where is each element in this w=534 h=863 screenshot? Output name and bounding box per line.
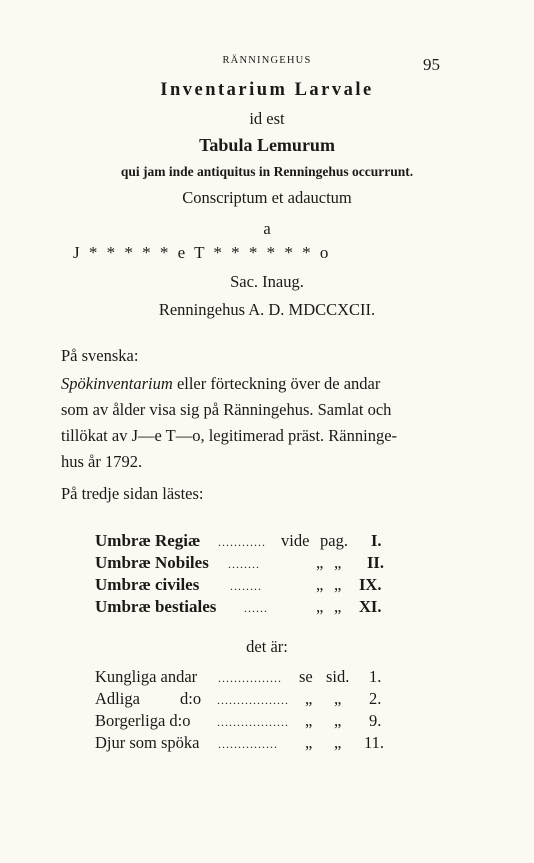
entry-ref2: „ [334,553,342,572]
entry-ref2: sid. [326,667,350,686]
entry-number: IX. [359,575,382,594]
entry-ref: „ [305,689,313,708]
translation-label: det är: [246,637,288,656]
table-row [0,531,534,553]
entry-number: 11. [364,733,385,752]
entry-name: Borgerliga d:o [95,711,191,730]
swedish-label: På svenska: [61,346,139,365]
paragraph-text: hus år 1792. [61,452,143,471]
entry-ref2: „ [334,711,342,730]
leader-dots: ........ [228,557,260,571]
entry-number: 9. [369,711,382,730]
entry-ref: „ [316,597,324,616]
latin-conscriptum: Conscriptum et adauctum [182,188,352,207]
latin-subtitle: Tabula Lemurum [199,135,335,155]
leader-dots: ........ [230,579,262,593]
table-row [0,711,534,733]
entry-name: Kungliga andar [95,667,198,686]
table-row [0,689,534,711]
leader-dots: ............ [218,535,266,549]
leader-dots: .................. [217,715,289,729]
paragraph-line [61,397,391,423]
paragraph-line [61,371,380,397]
entry-ref: „ [316,553,324,572]
leader-dots: ...... [244,601,268,615]
latin-a: a [263,219,271,238]
table-row [0,597,534,619]
entry-ref2: „ [334,597,342,616]
entry-ref: „ [305,711,313,730]
leader-dots: ................ [218,671,282,685]
entry-name: Djur som spöka [95,733,200,752]
entry-name: Adliga [95,689,140,708]
entry-ditto: d:o [180,689,202,708]
paragraph-text: tillökat av J—e T—o, legitimerad präst. Ränninge- [61,426,398,445]
entry-number: I. [371,531,382,550]
third-page-label: På tredje sidan lästes: [61,484,204,503]
entry-ref2: „ [334,689,342,708]
entry-number: II. [367,553,384,572]
entry-name: Umbræ civiles [95,575,200,594]
entry-number: 2. [369,689,382,708]
latin-place-date: Renningehus A. D. MDCCXCII. [158,300,376,319]
paragraph-text: eller förteckning över de andar [172,374,381,393]
latin-title: Inventarium Larvale [160,80,374,100]
latin-description: qui jam inde antiquitus in Renningehus occurrunt. [120,164,414,179]
entry-ref: se [299,667,313,686]
entry-number: XI. [359,597,382,616]
latin-author-initials: J * * * * * e T * * * * * * o [73,243,329,262]
paragraph-line [61,423,397,449]
table-row [0,733,534,755]
entry-ref2: „ [334,575,342,594]
leader-dots: ............... [218,737,278,751]
entry-ref: vide [281,531,310,550]
paragraph-text: som av ålder visa sig på Ränningehus. Samlat och [61,400,392,419]
entry-name: Umbræ bestiales [95,597,217,616]
entry-ref: „ [305,733,313,752]
entry-ref: „ [316,575,324,594]
table-row [0,553,534,575]
latin-office: Sac. Inaug. [230,272,304,291]
entry-number: 1. [369,667,382,686]
running-head: RÄNNINGEHUS [222,55,312,66]
latin-id-est: id est [249,109,285,128]
page-number: 95 [423,55,440,74]
entry-ref2: pag. [320,531,348,550]
paragraph-line [61,449,142,475]
entry-name: Umbræ Regiæ [95,531,201,550]
entry-name: Umbræ Nobiles [95,553,209,572]
table-row [0,575,534,597]
table-row [0,667,534,689]
leader-dots: .................. [217,693,289,707]
entry-ref2: „ [334,733,342,752]
paragraph-italic: Spökinventarium [61,374,173,393]
